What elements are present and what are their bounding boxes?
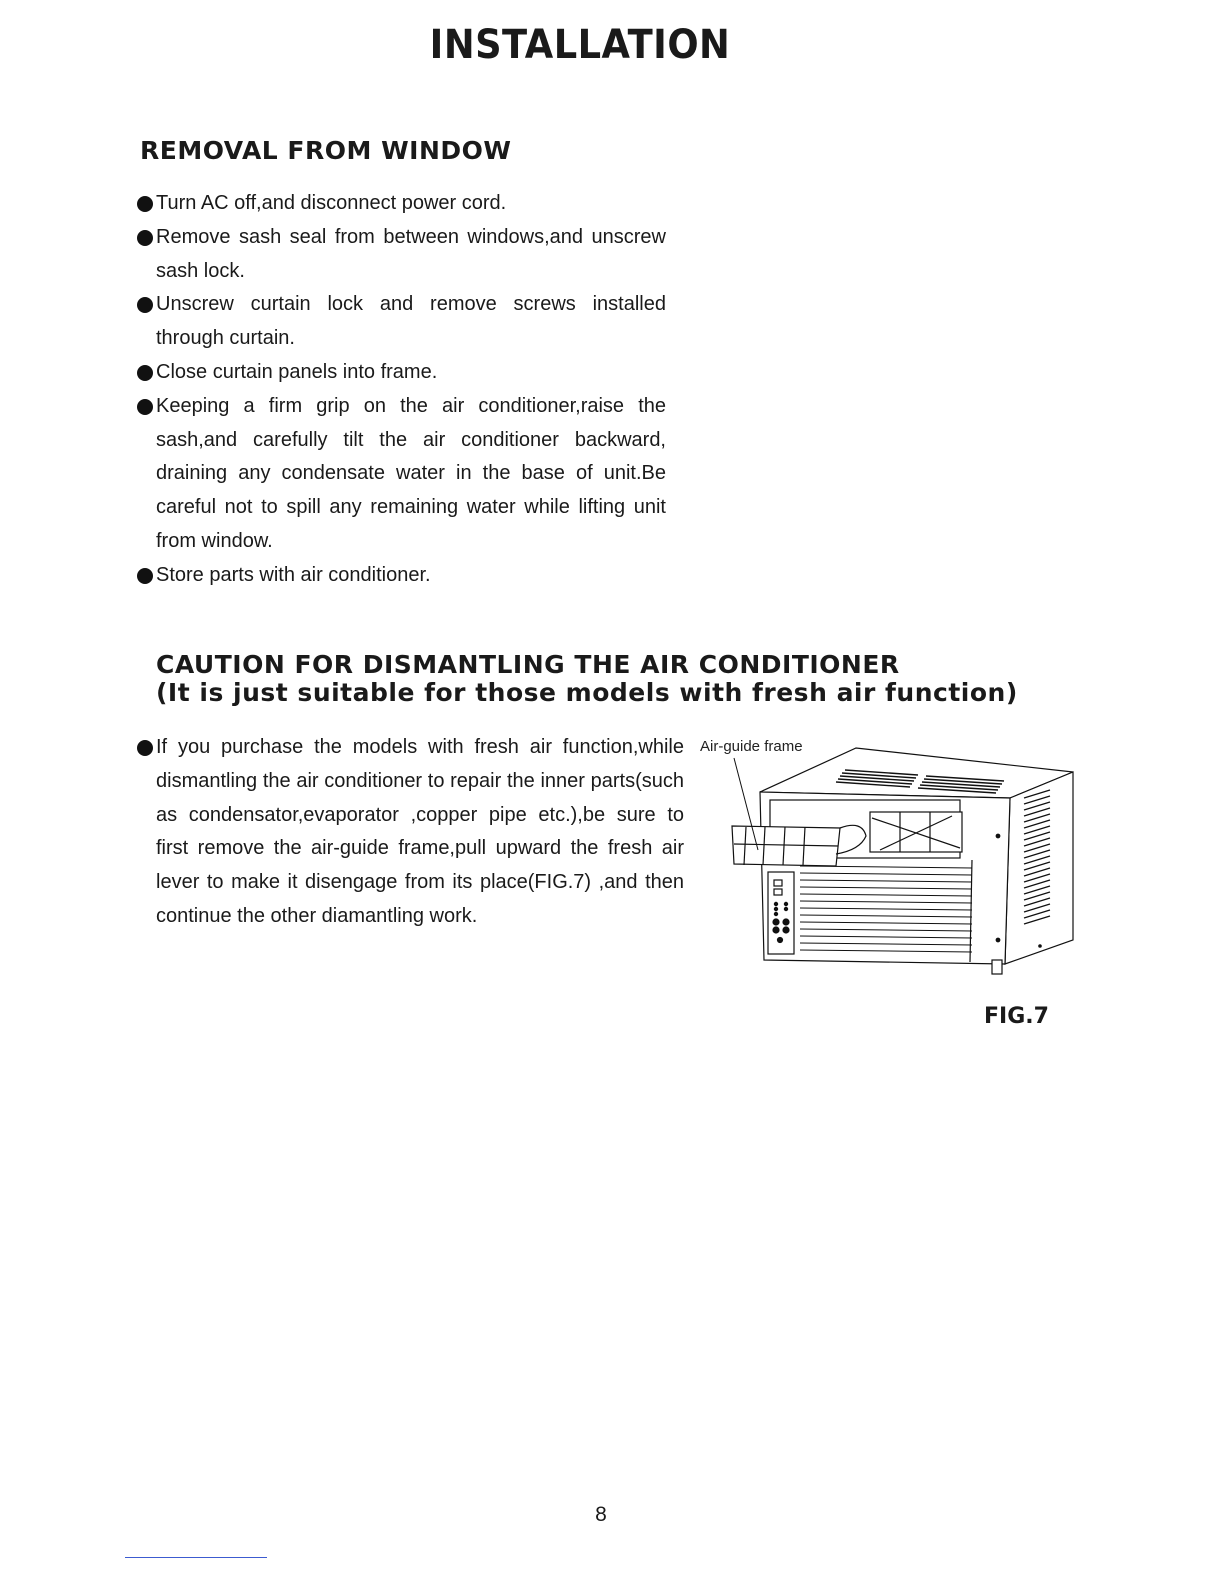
list-item-text: Remove sash seal from between windows,and unscrew sash lock.: [156, 225, 666, 282]
list-item: [136, 187, 666, 221]
list-item-text: Unscrew curtain lock and remove screws installed through curtain.: [156, 293, 666, 350]
list-item-text: Store parts with air conditioner.: [156, 563, 431, 586]
caution-heading: [156, 651, 1018, 707]
figure-caption: FIG.7: [984, 1004, 1049, 1029]
bullet-icon: [137, 568, 153, 584]
list-item-text: Close curtain panels into frame.: [156, 360, 438, 383]
list-item: [136, 288, 666, 356]
page-number: 8: [595, 1503, 607, 1526]
list-item: [136, 731, 684, 934]
bullet-icon: [137, 740, 153, 756]
list-item: [136, 390, 666, 559]
bullet-icon: [137, 230, 153, 246]
page-title: INSTALLATION: [429, 22, 731, 68]
caution-heading-line2: (It is just suitable for those models with fresh air function): [156, 678, 1018, 707]
bullet-icon: [137, 399, 153, 415]
footer-divider: [125, 1557, 267, 1558]
figure-callout-label: Air-guide frame: [700, 738, 803, 755]
bullet-icon: [137, 365, 153, 381]
bullet-icon: [137, 196, 153, 212]
removal-steps-list: [136, 187, 666, 593]
air-conditioner-illustration-icon: [690, 732, 1090, 994]
list-item-text: If you purchase the models with fresh air function,while dismantling the air conditioner to repair the inner parts(such as condensator,evaporator ,copper pipe etc.),be sure to first remove the air-guide frame,pull upward the fresh air lever to make it disengage from its place(FIG.7) ,and then continue the other diamantling work.: [156, 736, 684, 927]
list-item: [136, 221, 666, 289]
caution-heading-line1: CAUTION FOR DISMANTLING THE AIR CONDITIONER: [156, 650, 900, 679]
list-item: [136, 356, 666, 390]
list-item-text: Keeping a firm grip on the air conditioner,raise the sash,and carefully tilt the air conditioner backward, draining any condensate water in the base of unit.Be careful not to spill any remaining water while lifting unit from window.: [156, 394, 666, 552]
list-item-text: Turn AC off,and disconnect power cord.: [156, 192, 507, 214]
removal-heading: REMOVAL FROM WINDOW: [140, 136, 512, 165]
bullet-icon: [137, 297, 153, 313]
caution-list: [136, 731, 684, 934]
list-item: [136, 559, 666, 593]
